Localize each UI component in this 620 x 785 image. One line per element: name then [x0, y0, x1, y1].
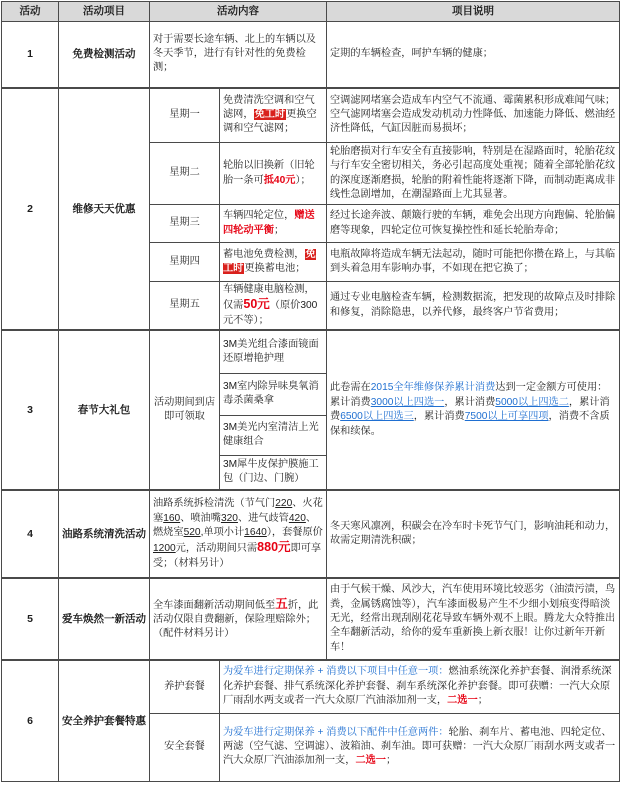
price-text: 520: [183, 527, 201, 539]
price-text: 320: [220, 512, 238, 524]
activity-name: 油路系统清洗活动: [59, 490, 150, 578]
activity-content: [150, 490, 327, 578]
weekday-description: 经过长途奔波、颠簸行驶的车辆，难免会出现方向跑偏、轮胎偏磨等现象，四轮定位可恢复操控性和延长轮胎寿命；: [327, 205, 620, 243]
activity-row-1: [2, 22, 620, 88]
activity-name: 安全养护套餐特惠: [59, 660, 150, 781]
highlight-text: 抵40元: [263, 174, 296, 186]
content-text: 全车漆面翻新活动期间低至: [153, 599, 276, 611]
tier-text: 6500以上四选三: [340, 411, 414, 423]
price-text: 1200: [153, 543, 176, 555]
content-text: 此卷需在: [330, 382, 371, 394]
weekday-label: 星期四: [150, 243, 220, 282]
package-name: 安全套餐: [150, 713, 220, 781]
weekday-label: 星期一: [150, 88, 220, 143]
activity-number: 5: [2, 578, 59, 660]
content-text: 免费清洗空调和空气滤网，: [223, 94, 315, 121]
highlight-text: 为爱车进行定期保养 + 消费以下项目中任意一项：: [223, 666, 449, 678]
activity-description: 冬天寒风凛冽，积碳会在冷车时卡死节气门，影响油耗和动力，故需定期清洗积碳；: [327, 490, 620, 578]
content-text: 更换蓄电池；: [244, 263, 306, 274]
activity-content: [150, 578, 327, 660]
highlight-price: 50元: [243, 297, 270, 312]
content-text: ，消费不含质保和续保。: [330, 411, 610, 437]
content-text: ），套餐原价: [266, 527, 323, 539]
content-text: 更换空调和空气滤网；: [223, 109, 317, 135]
weekday-label: 星期三: [150, 205, 220, 243]
weekday-description: 通过专业电脑检查车辆，检测数据流，把发现的故障点及时排除和修复，消除隐患，以养代修，最终客户节省费用；: [327, 282, 620, 331]
tier-text: 3000以上四选一: [370, 396, 445, 408]
content-text: 元，活动期间只需: [175, 543, 258, 555]
highlight-discount: 五: [275, 596, 288, 611]
price-text: 1640: [244, 527, 267, 539]
activity-content: 对于需要长途车辆、北上的车辆以及冬天季节，进行有针对性的免费检测；: [150, 22, 327, 88]
content-text: ，累计消费: [330, 396, 610, 423]
content-text: ，累计消费: [413, 411, 465, 423]
activity-row-2-monday: [2, 88, 620, 143]
highlight-text: 免工时: [254, 109, 286, 121]
activity-name: 春节大礼包: [59, 330, 150, 490]
header-activity-content: 活动内容: [150, 2, 327, 22]
gift-item: 3M犀牛皮保护膜施工包（门边、门腕）: [220, 455, 327, 490]
weekday-content: [220, 205, 327, 243]
content-text: 、火花塞: [153, 498, 323, 524]
content-text: 、进气歧管: [237, 512, 289, 524]
content-text: 轮胎以旧换新（旧轮胎一条可: [223, 160, 315, 186]
content-text: 达到一定金额方可使用：累计消费: [330, 382, 608, 408]
highlight-text: 2015全年维修保养累计消费: [370, 382, 496, 394]
activity-description: 由于气候干燥、风沙大，汽车使用环境比较恶劣（油渍污渍，鸟粪，金属锈腐蚀等），汽车漆面极易产生不少细小划痕变得暗淡无光，经常出现刮剐花花导致车辆外观不上眼。腾龙大众特推出全车翻新活动，给你的爱车重新换上新衣服！让你过新年开新车！: [327, 578, 620, 660]
content-text: 蓄电池免费检测，: [223, 248, 305, 260]
weekday-content: [220, 282, 327, 331]
content-text: 油路系统拆检清洗（节气门: [153, 498, 276, 510]
activity-row-4: [2, 490, 620, 578]
gift-item: 3M美光内室清洁上光健康组合: [220, 415, 327, 455]
package-name: 养护套餐: [150, 660, 220, 713]
content-text: ,单项小计: [200, 527, 245, 539]
activity-number: 1: [2, 22, 59, 88]
highlight-price: 880元: [257, 540, 291, 555]
header-item-description: 项目说明: [327, 2, 620, 22]
content-text: 车辆四轮定位，: [223, 210, 295, 222]
content-text: ；: [477, 695, 488, 707]
highlight-text: 二选一: [447, 695, 478, 707]
price-text: 420: [288, 512, 306, 524]
activity-content: 活动期间到店即可领取: [150, 330, 220, 490]
content-text: 即可享受；（材料另计）: [153, 543, 322, 569]
highlight-text: 免工时: [223, 248, 316, 274]
header-activity: 活动: [2, 2, 59, 22]
weekday-content: [220, 243, 327, 282]
weekday-label: 星期二: [150, 143, 220, 205]
weekday-content: [220, 143, 327, 205]
activity-description: [327, 330, 620, 490]
highlight-text: 二选一: [355, 755, 386, 767]
content-text: ，累计消费: [444, 396, 496, 408]
content-text: 、喷油嘴: [180, 512, 221, 524]
price-text: 160: [163, 512, 181, 524]
tier-text: 7500以上可享四项: [464, 411, 549, 423]
content-text: （原价300元不等）；: [223, 300, 318, 326]
package-content: [220, 660, 620, 713]
gift-item: 3M美光组合漆面镜面还原增艳护理: [220, 330, 327, 373]
activity-row-3: [2, 330, 620, 373]
activity-name: 免费检测活动: [59, 22, 150, 88]
table-header-row: [2, 2, 620, 22]
weekday-description: 空调滤网堵塞会造成车内空气不流通、霉菌累积形成难闻气味；空气滤网堵塞会造成发动机动力性降低、加速能力降低、燃油经济性降低，气缸因脏而易损坏；: [327, 88, 620, 143]
content-text: ）；: [295, 174, 311, 186]
activity-row-6-maintenance: [2, 660, 620, 713]
weekday-description: 电瓶故障将造成车辆无法起动，随时可能把你攒在路上，与其临到头着急用车影响办事，不如现在把它换了；: [327, 243, 620, 282]
price-text: 220: [275, 498, 293, 510]
package-content: [220, 713, 620, 781]
activity-name: 爱车焕然一新活动: [59, 578, 150, 660]
activity-number: 4: [2, 490, 59, 578]
highlight-text: 为爱车进行定期保养 + 消费以下配件中任意两件：: [223, 726, 449, 738]
highlight-text: 赠送四轮动平衡: [223, 210, 315, 236]
tier-text: 5000以上四选二: [495, 396, 569, 408]
content-text: 轮胎、刹车片、蓄电池、四轮定位、两滤（空气滤、空调滤）、波箱油、刹车油。即可获赠：一汽大众原厂雨刮水两支或者一汽大众原厂汽油添加剂一支，: [223, 726, 616, 767]
content-text: ；: [386, 755, 397, 767]
weekday-content: [220, 88, 327, 143]
promotion-table: [1, 1, 620, 782]
weekday-description: 轮胎磨损对行车安全有直接影响，特别是在湿路面时，轮胎花纹与行车安全密切相关，务必引起高度处重视；随着全部轮胎花纹的深度逐渐磨损，轮胎的附着性能将逐渐下降，而制动距离成非线性急剧增加，在潮湿路面上尤其显著。: [327, 143, 620, 205]
activity-number: 3: [2, 330, 59, 490]
activity-name: 维修天天优惠: [59, 88, 150, 331]
content-text: 燃油系统深化养护套餐、润滑系统深化养护套餐、排气系统深化养护套餐、刹车系统深化养护套餐。即可获赠：一汽大众原厂雨刮水两支或者一汽大众原厂汽油添加剂一支，: [223, 666, 612, 707]
gift-item: 3M室内除异味臭氧消毒杀菌桑拿: [220, 373, 327, 415]
content-text: 车辆健康电脑检测，仅需: [223, 284, 315, 312]
activity-description: 定期的车辆检查，呵护车辆的健康；: [327, 22, 620, 88]
activity-row-5: [2, 578, 620, 660]
content-text: ；: [273, 224, 285, 236]
activity-number: 2: [2, 88, 59, 331]
activity-number: 6: [2, 660, 59, 781]
content-text: 折，此活动仅限自费翻新，保险理赔除外；（配件材料另计）: [153, 599, 319, 640]
weekday-label: 星期五: [150, 282, 220, 331]
header-activity-item: 活动项目: [59, 2, 150, 22]
content-text: 、燃烧室: [153, 512, 317, 539]
